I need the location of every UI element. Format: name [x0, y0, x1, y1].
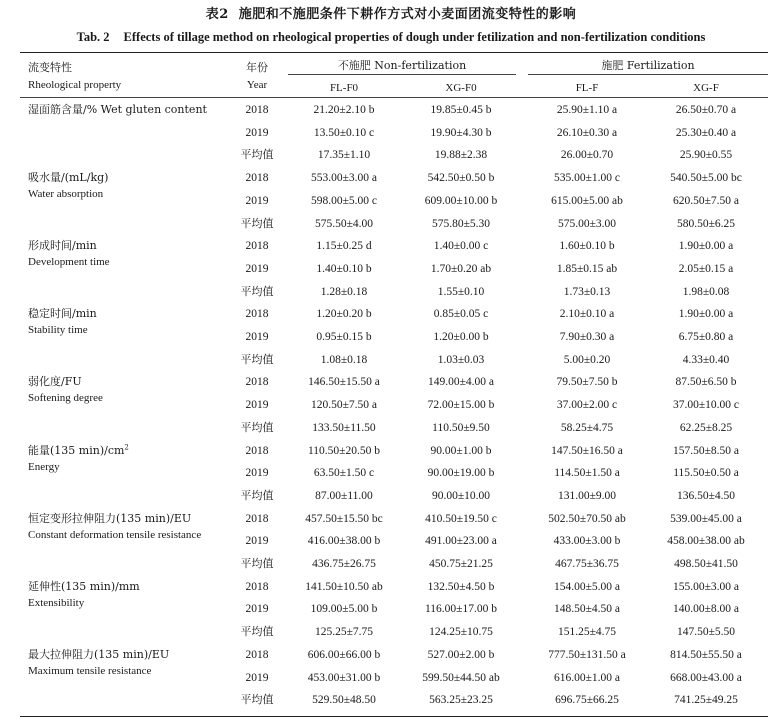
table-cell: 58.25±4.75 [560, 421, 614, 434]
table-cell: 575.80±5.30 [431, 217, 491, 230]
table-cell: 450.75±21.25 [429, 558, 493, 570]
year-label: 2018 [245, 308, 269, 321]
header-rule [20, 97, 768, 98]
param-name-en: Maximum tensile resistance [28, 664, 152, 677]
table-cell: 141.50±10.50 ab [305, 580, 383, 593]
table-cell: 25.30±0.40 a [675, 126, 737, 139]
table-cell: 87.50±6.50 b [675, 376, 737, 389]
table-cell: 140.00±8.00 a [672, 603, 740, 616]
table-cell: 116.00±17.00 b [424, 603, 497, 616]
table-cell: 1.20±0.00 b [433, 331, 489, 343]
year-label: 2019 [245, 467, 269, 480]
table-cell: 1.28±0.18 [320, 285, 368, 298]
table-cell: 598.00±5.00 c [310, 194, 378, 207]
table-cell: 19.85±0.45 b [430, 104, 492, 116]
table-cell: 17.35±1.10 [317, 149, 371, 162]
table-number-cn: 表2 [205, 7, 229, 22]
table-caption-en: Effects of tillage method on rheological properties of dough under fetilization and non-fertilization conditions [123, 30, 706, 44]
table-cell: 87.00±11.00 [315, 489, 373, 502]
table-cell: 1.70±0.20 ab [430, 262, 492, 275]
table-cell: 1.03±0.03 [437, 353, 485, 366]
year-label: 2018 [245, 444, 269, 457]
table-cell: 529.50±48.50 [312, 694, 376, 707]
mean-label: 平均值 [240, 625, 274, 639]
table-cell: 154.00±5.00 a [553, 580, 621, 593]
table-cell: 1.15±0.25 d [316, 240, 372, 253]
bottom-rule [20, 716, 768, 717]
table-cell: 90.00±19.00 b [427, 467, 495, 480]
header-col-xg-f0: XG-F0 [445, 82, 477, 94]
header-year-en: Year [246, 79, 268, 91]
table-cell: 458.00±38.00 ab [667, 535, 745, 548]
table-cell: 609.00±10.00 b [424, 194, 498, 207]
table-cell: 125.25±7.75 [314, 626, 374, 639]
year-label: 2018 [245, 240, 269, 253]
param-name-en: Development time [28, 256, 110, 269]
param-name-en: Extensibility [28, 596, 85, 609]
mean-label: 平均值 [240, 420, 274, 434]
table-cell: 1.40±0.00 c [433, 240, 489, 253]
table-cell: 124.25±10.75 [429, 626, 493, 639]
header-col-fl-f: FL-F [575, 82, 599, 94]
table-cell: 25.90±0.55 [679, 149, 733, 162]
table-cell: 6.75±0.80 a [678, 331, 734, 343]
param-name-cn: 吸水量/(mL/kg) [28, 171, 109, 185]
table-cell: 4.33±0.40 [682, 353, 730, 366]
table-cell: 1.60±0.10 b [559, 240, 615, 253]
param-name-en: Energy [28, 460, 60, 473]
table-cell: 599.50±44.50 ab [422, 671, 500, 684]
table-cell: 5.00±0.20 [563, 353, 611, 366]
table-cell: 25.90±1.10 a [556, 104, 618, 116]
mean-label: 平均值 [240, 148, 274, 162]
param-name-cn: 湿面筋含量/% Wet gluten content [28, 103, 207, 116]
param-name-cn: 恒定变形拉伸阻力(135 min)/EU [28, 511, 192, 525]
header-year-cn: 年份 [246, 61, 268, 74]
table-cell: 148.50±4.50 a [553, 603, 621, 616]
table-cell: 563.25±23.25 [429, 694, 493, 707]
table-cell: 814.50±55.50 a [670, 648, 742, 661]
table-cell: 535.00±1.00 c [553, 172, 621, 185]
param-name-cn: 稳定时间/min [28, 307, 97, 321]
table-cell: 149.00±4.00 a [427, 376, 495, 389]
table-cell: 120.50±7.50 a [310, 399, 378, 412]
header-col-xg-f: XG-F [693, 82, 719, 94]
year-label: 2019 [245, 399, 269, 412]
year-label: 2018 [245, 648, 269, 661]
table-cell: 668.00±43.00 a [670, 671, 742, 684]
param-name-en: Stability time [28, 324, 88, 337]
table-cell: 575.50±4.00 [314, 217, 374, 230]
table-cell: 110.50±9.50 [432, 421, 490, 434]
year-label: 2018 [245, 104, 269, 116]
table-cell: 696.75±66.25 [555, 694, 619, 707]
table-cell: 1.98±0.08 [682, 285, 730, 298]
param-name-cn: 形成时间/min [28, 239, 97, 253]
table-cell: 90.00±1.00 b [430, 444, 492, 457]
table-cell: 19.90±4.30 b [430, 126, 492, 139]
param-name-en: Water absorption [28, 188, 104, 201]
mean-label: 平均值 [240, 693, 274, 707]
table-cell: 147.50±16.50 a [551, 444, 623, 457]
table-cell: 37.00±2.00 c [556, 399, 618, 412]
table-cell: 1.73±0.13 [563, 285, 611, 298]
mean-label: 平均值 [240, 557, 274, 570]
table-cell: 498.50±41.50 [674, 558, 738, 570]
fert-group-underline [528, 74, 768, 75]
year-label: 2019 [245, 126, 269, 139]
table-cell: 777.50±131.50 a [548, 648, 626, 661]
table-cell: 133.50±11.50 [312, 421, 376, 434]
table-cell: 0.85±0.05 c [433, 308, 489, 321]
table-cell: 1.90±0.00 a [678, 240, 734, 253]
table-cell: 620.50±7.50 a [672, 194, 740, 207]
param-name-en: Softening degree [28, 392, 103, 405]
header-param-en: Rheological property [28, 79, 122, 91]
table-cell: 1.40±0.10 b [316, 262, 372, 275]
param-name-cn: 能量(135 $\min)/cm^2$ [28, 442, 129, 457]
table-cell: 131.00±9.00 [557, 489, 617, 502]
header-col-fl-f0: FL-F0 [329, 82, 359, 94]
table-cell: 2.10±0.10 a [559, 308, 615, 321]
table-cell: 741.25±49.25 [674, 694, 738, 707]
table-cell: 110.50±20.50 b [307, 444, 380, 457]
mean-label: 平均值 [240, 284, 274, 298]
table-number-en: Tab. 2 [76, 30, 110, 44]
table-cell: 109.00±5.00 b [310, 603, 378, 616]
year-label: 2018 [245, 376, 269, 389]
table-cell: 436.75±26.75 [312, 558, 376, 570]
table-cell: 37.00±10.00 c [672, 399, 740, 412]
table-cell: 416.00±38.00 b [307, 535, 381, 548]
year-label: 2018 [245, 580, 269, 593]
table-cell: 502.50±70.50 ab [548, 512, 626, 525]
table-cell: 26.10±0.30 a [556, 126, 618, 139]
table-cell: 2.05±0.15 a [678, 262, 734, 275]
table-cell: 21.20±2.10 b [313, 104, 375, 116]
table-cell: 114.50±1.50 a [554, 467, 620, 480]
year-label: 2018 [245, 512, 269, 525]
year-label: 2019 [245, 331, 269, 343]
nonfert-group-underline [288, 74, 516, 75]
year-label: 2018 [245, 172, 269, 185]
table-cell: 90.00±10.00 [431, 489, 491, 502]
table-title-en [0, 28, 782, 46]
table-cell: 542.50±0.50 b [427, 172, 495, 185]
table-cell: 467.75±36.75 [555, 558, 619, 570]
top-rule [20, 52, 768, 53]
table-cell: 575.00±3.00 [557, 217, 617, 230]
table-cell: 13.50±0.10 c [313, 126, 375, 139]
table-cell: 62.25±8.25 [679, 421, 733, 434]
table-cell: 1.20±0.20 b [316, 308, 372, 321]
year-label: 2019 [245, 262, 269, 275]
param-name-en: Constant deformation tensile resistance [28, 528, 202, 541]
table-cell: 147.50±5.50 [676, 626, 736, 639]
table-cell: 1.90±0.00 a [678, 308, 734, 321]
table-cell: 132.50±4.50 b [427, 580, 495, 593]
year-label: 2019 [245, 603, 269, 616]
param-name-cn: 延伸性(135 min)/mm [28, 579, 140, 593]
table-cell: 540.50±5.00 bc [670, 172, 742, 185]
table-cell: 0.95±0.15 b [316, 331, 372, 343]
header-param-cn: 流变特性 [28, 61, 72, 74]
table-cell: 7.90±0.30 a [559, 331, 615, 343]
table-cell: 136.50±4.50 [676, 489, 736, 502]
table-cell: 553.00±3.00 a [310, 172, 378, 185]
table-cell: 580.50±6.25 [676, 217, 736, 230]
year-label: 2019 [245, 535, 269, 548]
table-cell: 1.55±0.10 [437, 285, 485, 298]
mean-label: 平均值 [240, 352, 274, 366]
table-cell: 616.00±1.00 a [553, 671, 621, 684]
table-title-cn [0, 6, 782, 24]
table-cell: 1.85±0.15 ab [556, 262, 618, 275]
table-cell: 433.00±3.00 b [553, 535, 621, 548]
param-unit-superscript: 2 [124, 442, 129, 451]
table-cell: 410.50±19.50 c [425, 512, 497, 525]
table-cell: 606.00±66.00 b [307, 648, 381, 661]
table-caption-cn: 施肥和不施肥条件下耕作方式对小麦面团流变特性的影响 [238, 7, 577, 22]
table-cell: 72.00±15.00 b [427, 399, 495, 412]
table-cell: 155.00±3.00 a [672, 580, 740, 593]
table-cell: 146.50±15.50 a [308, 376, 380, 389]
table-cell: 115.50±0.50 a [673, 467, 739, 480]
table-cell: 527.00±2.00 b [427, 648, 495, 661]
param-name-cn: 弱化度/FU [28, 375, 82, 389]
table-cell: 1.08±0.18 [320, 353, 368, 366]
table-cell: 26.50±0.70 a [675, 104, 737, 116]
mean-label: 平均值 [240, 488, 274, 502]
table-cell: 63.50±1.50 c [313, 467, 375, 480]
table-cell: 157.50±8.50 a [672, 444, 740, 457]
header-group-fert: 施肥 Fertilization [601, 59, 695, 72]
year-label: 2019 [245, 671, 269, 684]
mean-label: 平均值 [240, 216, 274, 230]
table-cell: 491.00±23.00 a [425, 535, 497, 548]
table-cell: 615.00±5.00 ab [551, 194, 623, 207]
param-name-cn: 最大拉伸阻力(135 min)/EU [28, 647, 170, 661]
table-cell: 19.88±2.38 [434, 149, 488, 162]
table-cell: 453.00±31.00 b [307, 671, 381, 684]
table-cell: 26.00±0.70 [560, 149, 614, 162]
table-cell: 539.00±45.00 a [670, 512, 742, 525]
table-cell: 79.50±7.50 b [556, 376, 618, 389]
year-label: 2019 [245, 194, 269, 207]
table-cell: 151.25±4.75 [557, 626, 617, 639]
table-cell: 457.50±15.50 bc [305, 512, 383, 525]
header-group-nonfert: 不施肥 Non-fertilization [337, 59, 467, 72]
